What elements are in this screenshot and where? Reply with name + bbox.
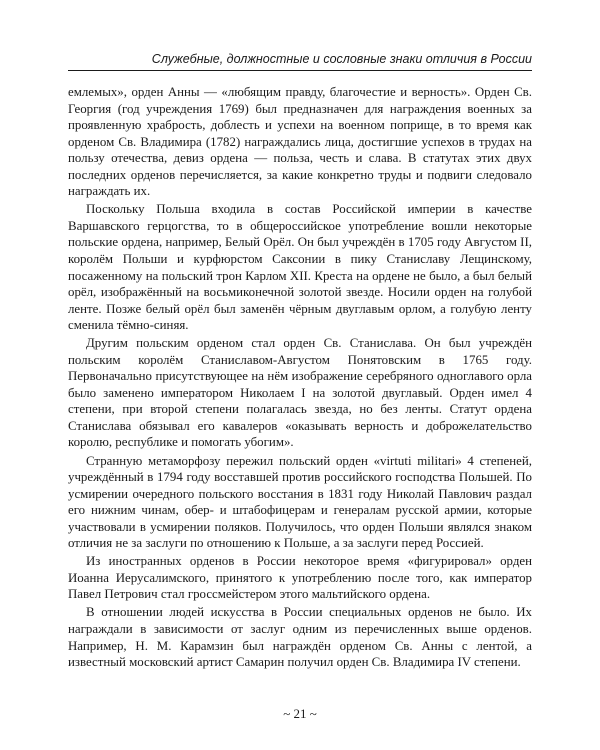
header-rule (68, 70, 532, 71)
paragraph-order-of-st-john: Из иностранных орденов в России некоторое время «фигурировал» орден Иоанна Иерусалимского, принятого к употреблению после того, как император Павел Петрович стал гроссмейстером этого мальтийского ордена. (68, 554, 532, 602)
running-header: Служебные, должностные и сословные знаки отличия в России (151, 52, 532, 66)
paragraph-st-stanislaus: Другим польским орденом стал орден Св. Станислава. Он был учреждён польским королём Станиславом-Августом Понятовским в 1765 году. Первоначально присутствующее на нём изображение серебряного одноглавого орла было заменено императором Николаем I на золотой двуглавый. Орден имел 4 степени, при второй степени полагалась звезда, но без ленты. Статут ордена Станислава обязывал его кавалеров «оказывать верность и доброжелательство королю, республике и помогать убогим». (68, 336, 532, 450)
paragraph-virtuti-militari: Странную метаморфозу пережил польский орден «virtuti militari» 4 степеней, учреждённый в 1794 году восставшей против российского господства Польшей. По усмирении очередного польского восстания в 1831 году Николай Павлович раздал его нижним чинам, обер- и штабофицерам и генералам русской армии, которые участвовали в усмирении поляков. Получилось, что орден Польши являлся знаком отличия не за заслуги по отношению к Польше, а за заслуги перед Россией. (68, 453, 532, 551)
paragraph-people-of-art: В отношении людей искусства в России специальных орденов не было. Их награждали в зависимости от заслуг одним из перечисленных выше орденов. Например, Н. М. Карамзин был награждён орденом Св. Анны с лентой, а известный московский артист Самарин получил орден Св. Владимира IV степени. (68, 605, 532, 670)
paragraph-poland-white-eagle: Поскольку Польша входила в состав Российской империи в качестве Варшавского герцогства, то в общероссийское употребление вошли некоторые польские ордена, например, Белый Орёл. Он был учреждён в 1705 году Августом II, королём Польши и курфюрстом Саксонии в пику Станиславу Лещинскому, посаженному на польский трон Карлом XII. Креста на ордене не было, а был белый орёл, изображённый на восьмиконечной золотой звезде. Носили орден на голубой ленте. Позже белый орёл был заменён чёрным двуглавым орлом, а голубую ленту сменила тёмно-синяя. (68, 202, 532, 333)
page-number: ~ 21 ~ (283, 706, 317, 721)
body-text (68, 84, 532, 672)
paragraph-continued: емлемых», орден Анны — «любящим правду, благочестие и верность». Орден Св. Георгия (год учреждения 1769) был предназначен для награждения военных за проявленную храбрость, доблесть и успехи на военном поприще, в то время как орденом Св. Владимира (1782) награждались лица, достигшие успехов в трудах на пользу отечества, девиз ордена — польза, честь и слава. В статутах этих двух последних орденов перечисляется, за какие конкретно труды и подвиги следовало награждать их. (68, 85, 532, 199)
